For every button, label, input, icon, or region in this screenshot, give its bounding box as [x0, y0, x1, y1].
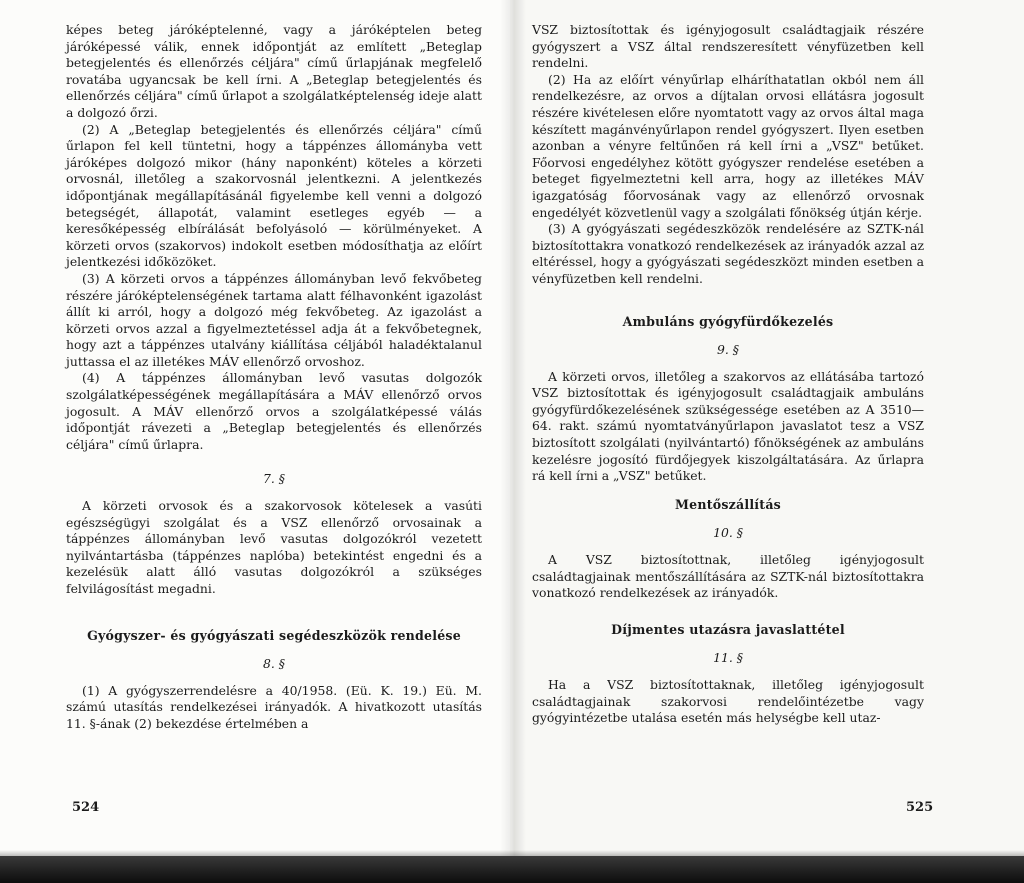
left-text-column: [66, 22, 482, 733]
section-11-title: 11. §: [713, 650, 743, 666]
section-9-text: A körzeti orvos, illetőleg a szakorvos az ellátásába tartozó VSZ biztosítottak és igényjogosult családtagjaik ambuláns gyógyfürdőkezelésének szükségessége esetében az A 3510—64. rakt. számú nyomtatványűrlapon javaslatot tesz a VSZ biztosított szolgálati (nyilvántartó) főnökségének az ambuláns kezelésre jogosító fürdőjegyek kiszolgáltatására. Az űrlapra rá kell írni a „VSZ" betűket.: [532, 368, 924, 484]
heading-medication: Gyógyszer- és gyógyászati segédeszközök rendelése: [87, 627, 461, 643]
left-paragraph-2: (2) A „Beteglap betegjelentés és ellenőrzés céljára" című űrlapon fel kell tüntetni, hogy a táppénzes állományba vett járóképes dolgozó mikor (hány naponként) köteles a körzeti orvosnál, illetőleg a szakorvosnál jelentkezni. A jelentkezés időpontjának megállapításánál figyelembe kell venni a dolgozó betegségét, állapotát, valamint esetleges egyéb — a keresőképesség elbírálását befolyásoló — körülményeket. A körzeti orvos (szakorvos) indokolt esetben módosíthatja az előírt jelentkezési időközöket.: [66, 121, 482, 270]
section-8-text: (1) A gyógyszerrendelésre a 40/1958. (Eü. K. 19.) Eü. M. számú utasítás rendelkezései irányadók. A hivatkozott utasítás 11. §-ának (2) bekezdése értelmében a: [66, 682, 482, 731]
right-text-column: [532, 22, 924, 727]
left-page: [0, 0, 510, 860]
heading-free-travel: Díjmentes utazásra javaslattétel: [611, 621, 845, 637]
right-paragraph-1: VSZ biztosítottak és igényjogosult családtagjaik részére gyógyszert a VSZ által rendszeresített vényfüzetben kell rendelni.: [532, 22, 924, 71]
scan-bottom-edge: [0, 856, 1024, 883]
left-paragraph-3: (3) A körzeti orvos a táppénzes állományban levő fekvőbeteg részére járóképtelenségének tartama alatt félhavonként igazolást állít ki arról, hogy a dolgozó még fekvőbeteg. Az igazolást a körzeti orvos azzal a figyelmeztetéssel adja át a fekvőbetegnek, hogy azt a táppénzes utalvány kiállítása céljából haladéktalanul juttassa el az illetékes MÁV ellenőrző orvoshoz.: [66, 270, 482, 369]
section-8-title: 8. §: [263, 656, 285, 672]
section-11-text: Ha a VSZ biztosítottaknak, illetőleg igényjogosult családtagjainak szakorvosi rendelőintézetbe vagy gyógyintézetbe utalása esetén más helységbe kell utaz-: [532, 677, 924, 726]
page-number-right: 525: [906, 800, 934, 815]
section-7-text: A körzeti orvosok és a szakorvosok kötelesek a vasúti egészségügyi szolgálat és a VSZ ellenőrző orvosainak a táppénzes állományban levő vasutas dolgozókról vezetett nyilvántartásba (táppénzes naplóba) betekintést engedni és a kezelésük alatt álló vasutas dolgozókról a szükséges felvilágosítást megadni.: [66, 498, 482, 596]
section-10-title: 10. §: [713, 525, 743, 541]
right-paragraph-2: (2) Ha az előírt vényűrlap elháríthatatlan okból nem áll rendelkezésre, az orvos a díjtalan orvosi ellátásra jogosult részére kivételesen előre nyomtatott vagy az orvos által maga készített magánvényűrlapon rendel gyógyszert. Ilyen esetben azonban a vényre feltűnően rá kell írni a „VSZ" betűket. Főorvosi engedélyhez kötött gyógyszer rendelése esetében a beteget figyelmeztetni kell arra, hogy az illetékes MÁV igazgatóság főorvosának vagy az ellenőrző orvosnak engedélyét közvetlenül vagy a szolgálati főnökség útján kérje.: [532, 71, 924, 220]
section-10-text: A VSZ biztosítottnak, illetőleg igényjogosult családtagjainak mentőszállítására az SZTK-nál biztosítottakra vonatkozó rendelkezések az irányadók.: [532, 552, 924, 601]
section-9-title: 9. §: [717, 342, 739, 358]
heading-spa-treatment: Ambuláns gyógyfürdőkezelés: [622, 313, 834, 329]
right-paragraph-3: (3) A gyógyászati segédeszközök rendelésére az SZTK-nál biztosítottakra vonatkozó rendelkezések az irányadók azzal az eltéréssel, hogy a gyógyászati segédeszközt minden esetben a vényfüzetben kell rendelni.: [532, 221, 924, 286]
left-paragraph-4: (4) A táppénzes állományban levő vasutas dolgozók szolgálatképességének megállapítására a MÁV ellenőrző orvos jogosult. A MÁV ellenőrző orvos a szolgálatképessé válás időpontját rávezeti a „Beteglap betegjelentés és ellenőrzés céljára" című űrlapra.: [66, 370, 482, 452]
book-gutter: [500, 0, 526, 860]
section-7-title: 7. §: [263, 471, 285, 487]
page-number-left: 524: [72, 800, 100, 815]
heading-ambulance: Mentőszállítás: [675, 496, 781, 512]
left-paragraph-1: képes beteg járóképtelenné, vagy a járóképtelen beteg járóképessé válik, ennek időpontját az említett „Beteglap betegjelentés és ellenőrzés céljára" című űrlapjának megfelelő rovatába ugyancsak be kell írni. A „Beteglap betegjelentés és ellenőrzés céljára" című űrlapot a szolgálatképtelenség ideje alatt a dolgozó őrzi.: [66, 22, 482, 120]
